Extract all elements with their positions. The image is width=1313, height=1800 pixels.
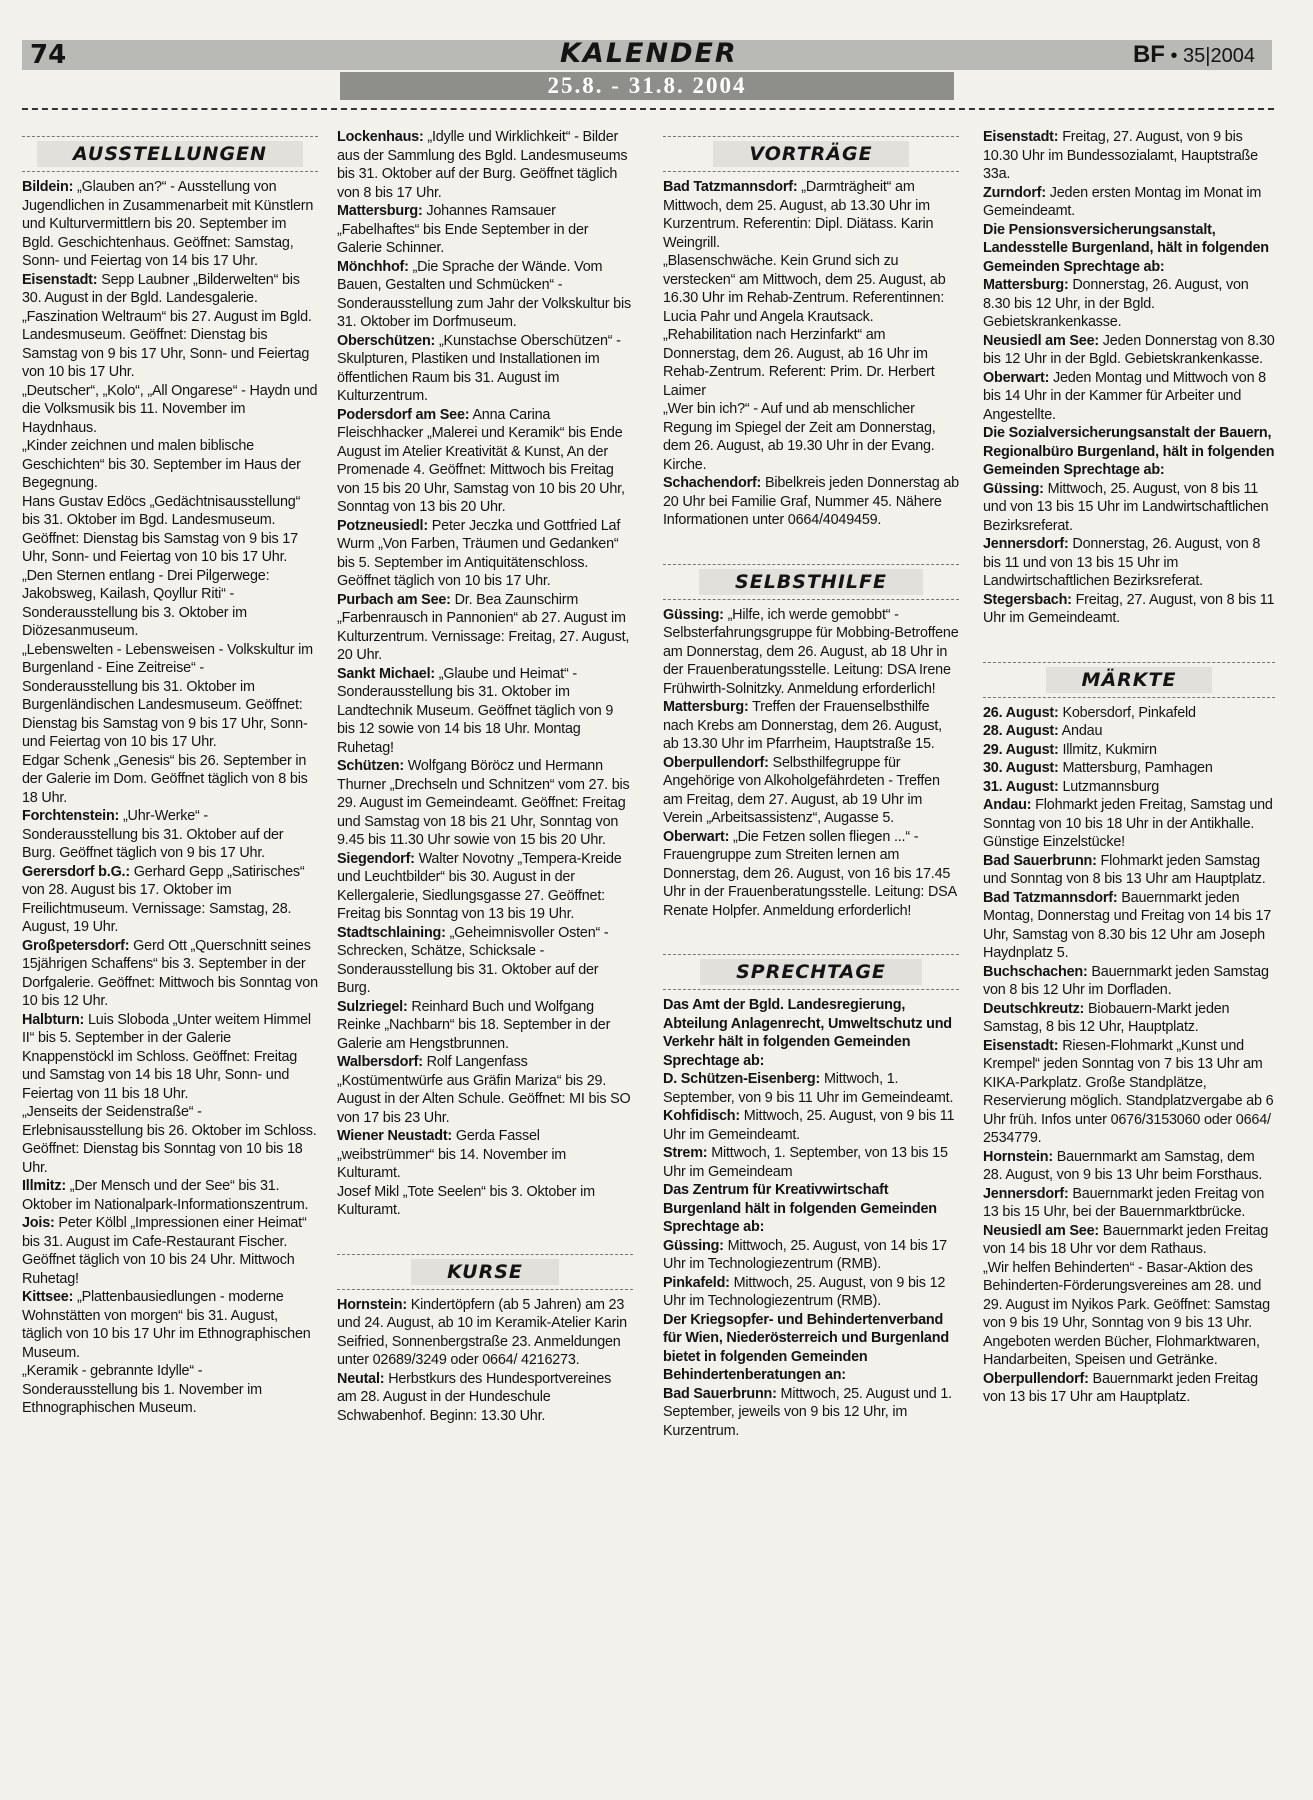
calendar-entry xyxy=(983,1037,1275,1148)
entry-place: Wiener Neustadt: xyxy=(337,1128,453,1144)
entry-text: Biobauern-Markt jeden Samstag, 8 bis 12 Uhr, Hauptplatz. xyxy=(983,1000,1230,1035)
entry-text: „Glaube und Heimat“ - Sonderausstellung bis 31. Oktober im Landtechnik Museum. Geöffnet täglich von 9 bis 12 sowie von 14 bis 18 Uhr. Montag Ruhetag! xyxy=(337,665,614,756)
section-heading-kurse: KURSE xyxy=(337,1254,633,1290)
entry-place: Sankt Michael: xyxy=(337,665,435,682)
entry-text: „Idylle und Wirklichkeit“ - Bilder aus der Sammlung des Bgld. Landesmuseums bis 31. Oktober auf der Burg. Geöffnet täglich von 8 bis 17 Uhr. xyxy=(337,129,628,201)
entry-place: Walbersdorf: xyxy=(337,1054,423,1070)
entry-text: „Hilfe, ich werde gemobbt“ - Selbsterfahrungsgruppe für Mobbing-Betroffene am Donnerstag, dem 26. August, ab 18 Uhr in der Frauenberatungsstelle. Leitung: DSA Irene Frühwirth-Solnitzky. Anmeldung erforderlich! xyxy=(663,606,959,697)
calendar-entry xyxy=(22,1103,318,1177)
entry-place: Oberwart: xyxy=(663,828,730,845)
calendar-entry xyxy=(983,128,1275,184)
entry-place: Eisenstadt: xyxy=(22,271,98,288)
calendar-entry xyxy=(22,1214,318,1288)
entry-text: „Keramik - gebrannte Idylle“ - Sonderausstellung bis 1. November im Ethnographischen Museum. xyxy=(22,1363,262,1416)
calendar-entry xyxy=(22,567,318,641)
entry-text: „Glauben an?“ - Ausstellung von Jugendlichen in Zusammenarbeit mit Künstlern und Kulturvermittlern bis 20. September im Bgld. Geschichtenhaus. Geöffnet: Samstag, Sonn- und Feiertag von 14 bis 17 Uhr. xyxy=(22,179,314,269)
entry-text: Kindertöpfern (ab 5 Jahren) am 23 und 24. August, ab 10 im Keramik-Atelier Karin Seifried, Sonnenbergstraße 23. Anmeldungen unter 02689/3249 oder 0664/ 4216273. xyxy=(337,1296,627,1368)
entry-text: Peter Kölbl „Impressionen einer Heimat“ bis 31. August im Cafe-Restaurant Fischer. Geöffnet täglich von 10 bis 24 Uhr. Mittwoch Ruhetag! xyxy=(22,1215,307,1287)
entry-place: Stadtschlaining: xyxy=(337,924,446,941)
calendar-entry xyxy=(983,1222,1275,1259)
entry-text: „Darmträgheit“ am Mittwoch, dem 25. August, ab 13.30 Uhr im Kurzentrum. Referentin: Dipl. Diätass. Karin Weingrill. xyxy=(663,179,934,251)
calendar-entry xyxy=(663,178,959,252)
entry-place: Neusiedl am See: xyxy=(983,1222,1099,1239)
entry-place: Sulzriegel: xyxy=(337,998,408,1015)
entry-text: Sepp Laubner „Bilderwelten“ bis 30. August in der Bgld. Landesgalerie. xyxy=(22,271,300,306)
entry-place: Hornstein: xyxy=(337,1296,407,1313)
entry-text: Mittwoch, 25. August, von 14 bis 17 Uhr im Technologiezentrum (RMB). xyxy=(663,1237,947,1272)
entry-place: 31. August: xyxy=(983,778,1059,795)
entry-text: Mittwoch, 25. August, von 8 bis 11 und von 13 bis 15 Uhr im Landwirtschaftlichen Bezirksreferat. xyxy=(983,480,1269,534)
entry-place: Lockenhaus: xyxy=(337,129,424,145)
column-2 xyxy=(337,128,633,1425)
entry-text: Bauernmarkt am Samstag, dem 28. August, von 9 bis 13 Uhr beim Forsthaus. xyxy=(983,1148,1263,1183)
issue-number: • 35|2004 xyxy=(1170,45,1255,67)
entry-text: Andau xyxy=(1061,723,1103,739)
calendar-entry xyxy=(337,128,633,202)
entry-text: Bauernmarkt jeden Samstag von 8 bis 12 Uhr im Dorfladen. xyxy=(983,963,1269,998)
calendar-entry xyxy=(983,852,1275,889)
entry-text: „Deutscher“, „Kolo“, „All Ongarese“ - Haydn und die Volksmusik bis 11. November im Haydnhaus. xyxy=(22,382,318,436)
entry-place: Halbturn: xyxy=(22,1011,85,1028)
date-range: 25.8. - 31.8. 2004 xyxy=(340,72,954,100)
entry-text: Flohmarkt jeden Freitag, Samstag und Sonntag von 10 bis 18 Uhr in der Antikhalle. Günstige Einzelstücke! xyxy=(983,797,1273,850)
entries-sprechtage-2 xyxy=(983,128,1275,628)
calendar-entry xyxy=(663,252,959,326)
calendar-entry xyxy=(983,424,1275,480)
entry-text: Anna Carina Fleischhacker „Malerei und Keramik“ bis Ende August im Atelier Kreativität & Kunst, An der Promenade 4. Geöffnet: Mittwoch bis Freitag von 15 bis 20 Uhr, Samstag von 10 bis 20 Uhr, Sonntag von 13 bis 20 Uhr. xyxy=(337,406,625,515)
calendar-entry xyxy=(337,850,633,924)
entries-kurse xyxy=(337,1296,633,1426)
entry-text: Freitag, 27. August, von 8 bis 11 Uhr im Gemeindeamt. xyxy=(983,591,1275,626)
section-heading-vortraege: VORTRÄGE xyxy=(663,136,959,172)
calendar-entry xyxy=(663,754,959,828)
calendar-entry xyxy=(983,221,1275,277)
entry-place: Eisenstadt: xyxy=(983,129,1059,145)
entry-text: „Die Fetzen sollen fliegen ...“ - Frauengruppe zum Streiten lernen am Donnerstag, dem 26. August, von 16 bis 17.45 Uhr in der Frauenberatungsstelle. Leitung: DSA Renate Holpfer. Anmeldung erforderlich! xyxy=(663,828,957,919)
page-title: KALENDER xyxy=(560,38,738,69)
entry-place: Bad Tatzmannsdorf: xyxy=(983,889,1118,906)
entry-text: Gerhard Gepp „Satirisches“ von 28. August bis 17. Oktober im Freilichtmuseum. Vernissage: Samstag, 28. August, 19 Uhr. xyxy=(22,863,305,935)
entry-text: Peter Jeczka und Gottfried Laf Wurm „Von Farben, Träumen und Gedanken“ bis 5. September im Antiquitätenschloss. Geöffnet täglich von 10 bis 17 Uhr. xyxy=(337,517,621,589)
entry-place: Zurndorf: xyxy=(983,184,1046,201)
column-3 xyxy=(663,128,959,1440)
calendar-entry xyxy=(663,474,959,530)
entry-text: „Plattenbausiedlungen - moderne Wohnstätten von morgen“ bis 31. August, täglich von 10 bis 17 Uhr im Ethnographischen Museum. xyxy=(22,1289,311,1361)
entry-place: Deutschkreutz: xyxy=(983,1000,1085,1017)
entry-place: Die Sozialversicherungsanstalt der Bauern, Regionalbüro Burgenland, hält in folgenden Gemeinden Sprechtage ab: xyxy=(983,425,1275,478)
calendar-entry xyxy=(663,1107,959,1144)
entry-text: Dr. Bea Zaunschirm „Farbenrausch in Pannonien“ ab 27. August im Kulturzentrum. Vernissage: Freitag, 27. August, 20 Uhr. xyxy=(337,591,630,663)
entry-text: „Wir helfen Behinderten“ - Basar-Aktion des Behinderten-Förderungsvereines am 28. und 29. August im Nyikos Park. Geöffnet: Samstag von 9 bis 19 Uhr, Sonntag von 9 bis 13 Uhr. Angeboten werden Bücher, Flohmarktwaren, Handarbeiten, Speisen und Getränke. xyxy=(983,1259,1270,1368)
entry-place: Das Zentrum für Kreativwirtschaft Burgenland hält in folgenden Gemeinden Sprechtage ab: xyxy=(663,1182,937,1235)
entry-text: „Kunstachse Oberschützen“ - Skulpturen, Plastiken und Installationen im öffentlichen Raum bis 31. August im Kulturzentrum. xyxy=(337,332,621,404)
entry-place: Siegendorf: xyxy=(337,850,415,867)
calendar-entry xyxy=(663,1237,959,1274)
entry-text: Bauernmarkt jeden Freitag von 13 bis 17 Uhr am Hauptplatz. xyxy=(983,1370,1258,1405)
entry-text: Mittwoch, 1. September, von 9 bis 11 Uhr im Gemeindeamt. xyxy=(663,1071,954,1106)
calendar-entry xyxy=(983,332,1275,369)
entry-text: Gerda Fassel „weibstrümmer“ bis 14. November im Kulturamt. xyxy=(337,1128,567,1181)
entry-place: Bad Sauerbrunn: xyxy=(983,852,1097,869)
entry-text: Mittwoch, 25. August, von 9 bis 11 Uhr im Gemeindeamt. xyxy=(663,1108,955,1143)
calendar-entry xyxy=(983,796,1275,852)
calendar-entry xyxy=(337,406,633,517)
entry-place: Neutal: xyxy=(337,1370,385,1387)
entries-ausstellungen-1 xyxy=(22,178,318,1418)
entry-text: Selbsthilfegruppe für Angehörige von Alkoholgefährdeten - Treffen am Freitag, dem 27. August, ab 19 Uhr im Verein „Arbeitsassistenz“, Augasse 5. xyxy=(663,754,940,826)
entry-place: Die Pensionsversicherungsanstalt, Landesstelle Burgenland, hält in folgenden Gemeinden Sprechtage ab: xyxy=(983,221,1269,275)
calendar-entry xyxy=(983,591,1275,628)
section-heading-sprechtage: SPRECHTAGE xyxy=(663,954,959,990)
calendar-entry xyxy=(22,863,318,937)
entries-ausstellungen-2 xyxy=(337,128,633,1220)
calendar-entry xyxy=(983,722,1275,741)
entry-text: „Lebenswelten - Lebensweisen - Volkskultur im Burgenland - Eine Zeitreise“ - Sonderausstellung bis 31. Oktober im Burgenländischen Landesmuseum. Geöffnet: Dienstag bis Samstag von 9 bis 17 Uhr, Sonn- und Feiertag von 10 bis 17 Uhr. xyxy=(22,641,313,750)
entry-place: Schützen: xyxy=(337,758,404,774)
entry-text: Gerd Ott „Querschnitt seines 15jährigen Schaffens“ bis 3. September in der Dorfgalerie. Geöffnet: Mittwoch bis Sonntag von 10 bis 12 Uhr. xyxy=(22,937,318,1009)
calendar-entry xyxy=(663,1385,959,1441)
entry-place: Bad Sauerbrunn: xyxy=(663,1385,777,1402)
calendar-entry xyxy=(663,698,959,754)
calendar-entry xyxy=(22,1362,318,1418)
calendar-entry xyxy=(337,1183,633,1220)
entry-text: Bibelkreis jeden Donnerstag ab 20 Uhr bei Familie Graf, Nummer 45. Nähere Informationen unter 0664/4049459. xyxy=(663,475,959,528)
entry-place: Podersdorf am See: xyxy=(337,406,470,423)
entry-text: „Geheimnisvoller Osten“ - Schrecken, Schätze, Schicksale - Sonderausstellung bis 31. Oktober auf der Burg. xyxy=(337,924,609,996)
entry-text: Lutzmannsburg xyxy=(1062,778,1160,795)
entry-text: Mittwoch, 25. August und 1. September, jeweils von 9 bis 12 Uhr, im Kurzentrum. xyxy=(663,1385,952,1439)
calendar-entry xyxy=(337,1296,633,1370)
entry-text: Edgar Schenk „Genesis“ bis 26. September in der Galerie im Dom. Geöffnet täglich von 8 bis 18 Uhr. xyxy=(22,752,308,806)
calendar-entry xyxy=(983,778,1275,797)
calendar-entry xyxy=(22,437,318,493)
entry-text: Bauernmarkt jeden Freitag von 14 bis 18 Uhr vor dem Rathaus. xyxy=(983,1222,1269,1257)
section-heading-selbsthilfe: SELBSTHILFE xyxy=(663,564,959,600)
entries-maerkte xyxy=(983,704,1275,1407)
entry-text: Luis Sloboda „Unter weitem Himmel II“ bis 5. September in der Galerie Knappenstöckl im Schloss. Geöffnet: Freitag und Samstag von 14 bis 18 Uhr, Sonn- und Feiertag von 11 bis 18 Uhr. xyxy=(22,1011,311,1102)
entry-text: Hans Gustav Edöcs „Gedächtnisausstellung“ bis 31. Oktober im Bgd. Landesmuseum. Geöffnet: Dienstag bis Samstag von 9 bis 17 Uhr, Sonn- und Feiertag von 10 bis 17 Uhr. xyxy=(22,493,301,565)
entry-text: „Den Sternen entlang - Drei Pilgerwege: Jakobsweg, Kailash, Qoyllur Riti“ - Sonderausstellung bis 3. Oktober im Diözesanmuseum. xyxy=(22,567,270,639)
entry-text: Illmitz, Kukmirn xyxy=(1062,741,1157,758)
calendar-entry xyxy=(337,202,633,258)
entry-text: Kobersdorf, Pinkafeld xyxy=(1062,704,1196,721)
entry-place: Mattersburg: xyxy=(983,277,1069,293)
calendar-entry xyxy=(22,752,318,808)
entry-place: Illmitz: xyxy=(22,1178,66,1194)
calendar-entry xyxy=(663,828,959,921)
calendar-entry xyxy=(22,937,318,1011)
calendar-entry xyxy=(337,258,633,332)
column-4 xyxy=(983,128,1275,1407)
calendar-entry xyxy=(983,1000,1275,1037)
calendar-entry xyxy=(22,382,318,438)
entry-text: Jeden ersten Montag im Monat im Gemeindeamt. xyxy=(983,184,1262,219)
entry-place: Purbach am See: xyxy=(337,591,451,608)
calendar-entry xyxy=(663,996,959,1070)
entry-text: „Faszination Weltraum“ bis 27. August im Bgld. Landesmuseum. Geöffnet: Dienstag bis Samstag von 9 bis 17 Uhr, Sonn- und Feiertag von 10 bis 17 Uhr. xyxy=(22,308,312,380)
entry-text: Josef Mikl „Tote Seelen“ bis 3. Oktober im Kulturamt. xyxy=(337,1183,595,1218)
calendar-entry xyxy=(663,400,959,474)
calendar-entry xyxy=(663,606,959,699)
entry-place: Bildein: xyxy=(22,179,74,195)
entry-text: Walter Novotny „Tempera-Kreide und Leuchtbilder“ bis 30. August in der Kellergalerie, Siedlungsgasse 27. Geöffnet: Freitag bis Sonntag von 13 bis 19 Uhr. xyxy=(337,850,622,922)
calendar-entry xyxy=(337,924,633,998)
calendar-entry xyxy=(983,704,1275,723)
calendar-entry xyxy=(337,1370,633,1426)
entry-place: Jennersdorf: xyxy=(983,1185,1069,1202)
entry-place: Schachendorf: xyxy=(663,475,762,491)
calendar-entry xyxy=(983,1259,1275,1370)
entry-text: „Kinder zeichnen und malen biblische Geschichten“ bis 30. September im Haus der Begegnung. xyxy=(22,438,301,491)
entry-text: Mattersburg, Pamhagen xyxy=(1062,760,1213,776)
page-number: 74 xyxy=(30,40,67,70)
entry-place: Buchschachen: xyxy=(983,963,1088,980)
entry-text: Flohmarkt jeden Samstag und Sonntag von 8 bis 13 Uhr am Hauptplatz. xyxy=(983,852,1266,887)
entry-text: Mittwoch, 25. August, von 9 bis 12 Uhr im Technologiezentrum (RMB). xyxy=(663,1274,946,1309)
calendar-entry xyxy=(337,591,633,665)
calendar-entry xyxy=(983,1148,1275,1185)
entry-place: Jois: xyxy=(22,1215,55,1231)
entry-place: Mattersburg: xyxy=(337,203,423,219)
entry-text: Freitag, 27. August, von 9 bis 10.30 Uhr im Bundessozialamt, Hauptstraße 33a. xyxy=(983,129,1258,182)
calendar-entry xyxy=(983,184,1275,221)
section-heading-maerkte: MÄRKTE xyxy=(983,662,1275,698)
entry-place: Jennersdorf: xyxy=(983,536,1069,552)
calendar-entry xyxy=(22,1288,318,1362)
entry-place: Pinkafeld: xyxy=(663,1274,730,1291)
entry-text: „Blasenschwäche. Kein Grund sich zu verstecken“ am Mittwoch, dem 25. August, ab 16.30 Uhr im Rehab-Zentrum. Referentinnen: Lucia Pahr und Angela Krautsack. xyxy=(663,253,946,325)
entry-place: D. Schützen-Eisenberg: xyxy=(663,1071,821,1087)
calendar-entry xyxy=(983,1370,1275,1407)
issue-prefix: BF xyxy=(1132,41,1165,68)
entry-place: Eisenstadt: xyxy=(983,1037,1059,1054)
entry-place: Oberpullendorf: xyxy=(663,754,769,771)
entry-place: Mattersburg: xyxy=(663,699,749,715)
calendar-entry xyxy=(337,517,633,591)
calendar-entry xyxy=(983,963,1275,1000)
calendar-entry xyxy=(22,271,318,308)
calendar-entry xyxy=(663,1311,959,1385)
calendar-entry xyxy=(22,1177,318,1214)
calendar-entry xyxy=(983,1185,1275,1222)
entry-place: Der Kriegsopfer- und Behindertenverband für Wien, Niederösterreich und Burgenland bietet in folgenden Gemeinden Behindertenberatungen an: xyxy=(663,1311,949,1383)
header-divider xyxy=(22,108,1274,110)
entry-text: „Die Sprache der Wände. Vom Bauen, Gestalten und Schmücken“ - Sonderausstellung zum Jahr der Volkskultur bis 31. Oktober im Dorfmuseum. xyxy=(337,258,631,330)
calendar-entry xyxy=(663,1274,959,1311)
calendar-entry xyxy=(983,276,1275,332)
entry-text: Jeden Montag und Mittwoch von 8 bis 14 Uhr in der Kammer für Arbeiter und Angestellte. xyxy=(983,369,1266,423)
entry-place: Mönchhof: xyxy=(337,258,409,275)
calendar-entry xyxy=(983,369,1275,425)
entry-place: 29. August: xyxy=(983,741,1059,758)
entry-place: Güssing: xyxy=(663,606,724,623)
entry-place: Großpetersdorf: xyxy=(22,937,130,954)
calendar-entry xyxy=(22,641,318,752)
entry-place: Güssing: xyxy=(983,480,1044,497)
calendar-entry xyxy=(22,1011,318,1104)
entry-place: Neusiedl am See: xyxy=(983,332,1099,349)
calendar-entry xyxy=(983,535,1275,591)
calendar-entry xyxy=(983,741,1275,760)
calendar-entry xyxy=(337,665,633,758)
entry-text: Donnerstag, 26. August, von 8.30 bis 12 Uhr, in der Bgld. Gebietskrankenkasse. xyxy=(983,277,1249,330)
entry-text: Reinhard Buch und Wolfgang Reinke „Nachbarn“ bis 18. September in der Galerie am Hengstbrunnen. xyxy=(337,998,611,1052)
entry-text: Mittwoch, 1. September, von 13 bis 15 Uhr im Gemeindeam xyxy=(663,1145,948,1180)
calendar-entry xyxy=(337,998,633,1054)
entry-text: „Jenseits der Seidenstraße“ - Erlebnisausstellung bis 26. Oktober im Schloss. Geöffnet: Dienstag bis Sonntag von 10 bis 18 Uhr. xyxy=(22,1104,317,1176)
calendar-entry xyxy=(22,178,318,271)
entry-text: „Wer bin ich?“ - Auf und ab menschlicher Regung im Spiegel der Zeit am Donnerstag, dem 26. August, ab 19.30 Uhr in der Evang. Kirche. xyxy=(663,401,936,473)
calendar-entry xyxy=(663,1144,959,1181)
entry-place: 28. August: xyxy=(983,723,1059,739)
entry-place: Oberwart: xyxy=(983,369,1050,386)
section-heading-ausstellungen: AUSSTELLUNGEN xyxy=(22,136,318,172)
entry-text: Riesen-Flohmarkt „Kunst und Krempel“ jeden Sonntag von 7 bis 13 Uhr am KIKA-Parkplatz. Große Standplätze, Reservierung möglich. Standplatzvergabe ab 6 Uhr früh. Infos unter 0676/3153060 oder 0664/ 2534779. xyxy=(983,1037,1274,1146)
entry-place: Güssing: xyxy=(663,1237,724,1254)
entry-place: Forchtenstein: xyxy=(22,808,120,824)
calendar-entry xyxy=(663,1181,959,1237)
calendar-entry xyxy=(983,480,1275,536)
calendar-entry xyxy=(337,757,633,850)
entry-place: Stegersbach: xyxy=(983,591,1072,608)
calendar-entry xyxy=(983,889,1275,963)
entry-place: 26. August: xyxy=(983,704,1059,721)
entry-place: Potzneusiedl: xyxy=(337,517,428,534)
entry-text: Jeden Donnerstag von 8.30 bis 12 Uhr in der Bgld. Gebietskrankenkasse. xyxy=(983,332,1275,367)
calendar-entry xyxy=(337,1127,633,1183)
entry-place: Oberschützen: xyxy=(337,332,436,349)
calendar-entry xyxy=(22,493,318,567)
entry-place: Kittsee: xyxy=(22,1289,74,1305)
calendar-entry xyxy=(663,326,959,400)
calendar-entry xyxy=(22,308,318,382)
entry-place: Gerersdorf b.G.: xyxy=(22,863,130,880)
entry-text: Herbstkurs des Hundesportvereines am 28. August in der Hundeschule Schwabenhof. Beginn: 13.30 Uhr. xyxy=(337,1370,612,1424)
entry-text: Johannes Ramsauer „Fabelhaftes“ bis Ende September in der Galerie Schinner. xyxy=(337,203,589,256)
calendar-entry xyxy=(337,332,633,406)
entry-place: 30. August: xyxy=(983,760,1059,776)
entry-text: Rolf Langenfass „Kostümentwürfe aus Gräfin Mariza“ bis 29. August in der Alten Schule. Geöffnet: MI bis SO von 17 bis 23 Uhr. xyxy=(337,1054,631,1126)
entries-selbsthilfe xyxy=(663,606,959,921)
entry-place: Andau: xyxy=(983,797,1032,813)
entry-text: Wolfgang Böröcz und Hermann Thurner „Drechseln und Schnitzen“ vom 27. bis 29. August im Gemeindeamt. Geöffnet: Freitag und Samstag von 18 bis 21 Uhr, Sonntag von 9.45 bis 11.30 Uhr sowie von 15 bis 20 Uhr. xyxy=(337,758,630,848)
entries-vortraege xyxy=(663,178,959,530)
entry-place: Das Amt der Bgld. Landesregierung, Abteilung Anlagenrecht, Umweltschutz und Verkehr hält in folgenden Gemeinden Sprechtage ab: xyxy=(663,997,952,1069)
issue-label xyxy=(1133,40,1255,71)
calendar-entry xyxy=(337,1053,633,1127)
entry-place: Strem: xyxy=(663,1145,708,1161)
entry-place: Bad Tatzmannsdorf: xyxy=(663,179,798,195)
entry-place: Kohfidisch: xyxy=(663,1108,740,1124)
entry-text: Bauernmarkt jeden Montag, Donnerstag und Freitag von 14 bis 17 Uhr, Samstag von 8.30 bis 12 Uhr am Joseph Haydnplatz 5. xyxy=(983,889,1271,961)
entry-text: „Der Mensch und der See“ bis 31. Oktober im Nationalpark-Informationszentrum. xyxy=(22,1178,309,1213)
entry-text: „Uhr-Werke“ - Sonderausstellung bis 31. Oktober auf der Burg. Geöffnet täglich von 9 bis 17 Uhr. xyxy=(22,808,284,861)
calendar-entry xyxy=(22,807,318,863)
calendar-entry xyxy=(983,759,1275,778)
column-1 xyxy=(22,128,318,1418)
entry-text: Treffen der Frauenselbsthilfe nach Krebs am Donnerstag, dem 26. August, ab 13.30 Uhr im Pfarrheim, Hauptstraße 15. xyxy=(663,699,942,752)
calendar-entry xyxy=(663,1070,959,1107)
entries-sprechtage-1 xyxy=(663,996,959,1440)
entry-place: Oberpullendorf: xyxy=(983,1370,1089,1387)
entry-text: „Rehabilitation nach Herzinfarkt“ am Donnerstag, dem 26. August, ab 16 Uhr im Rehab-Zentrum. Referent: Prim. Dr. Herbert Laimer xyxy=(663,327,935,399)
entry-text: Donnerstag, 26. August, von 8 bis 11 und von 13 bis 15 Uhr im Landwirtschaftlichen Bezirksreferat. xyxy=(983,536,1261,589)
entry-text: Bauernmarkt jeden Freitag von 13 bis 15 Uhr, bei der Bauernmarktbrücke. xyxy=(983,1185,1265,1220)
entry-place: Hornstein: xyxy=(983,1148,1053,1165)
